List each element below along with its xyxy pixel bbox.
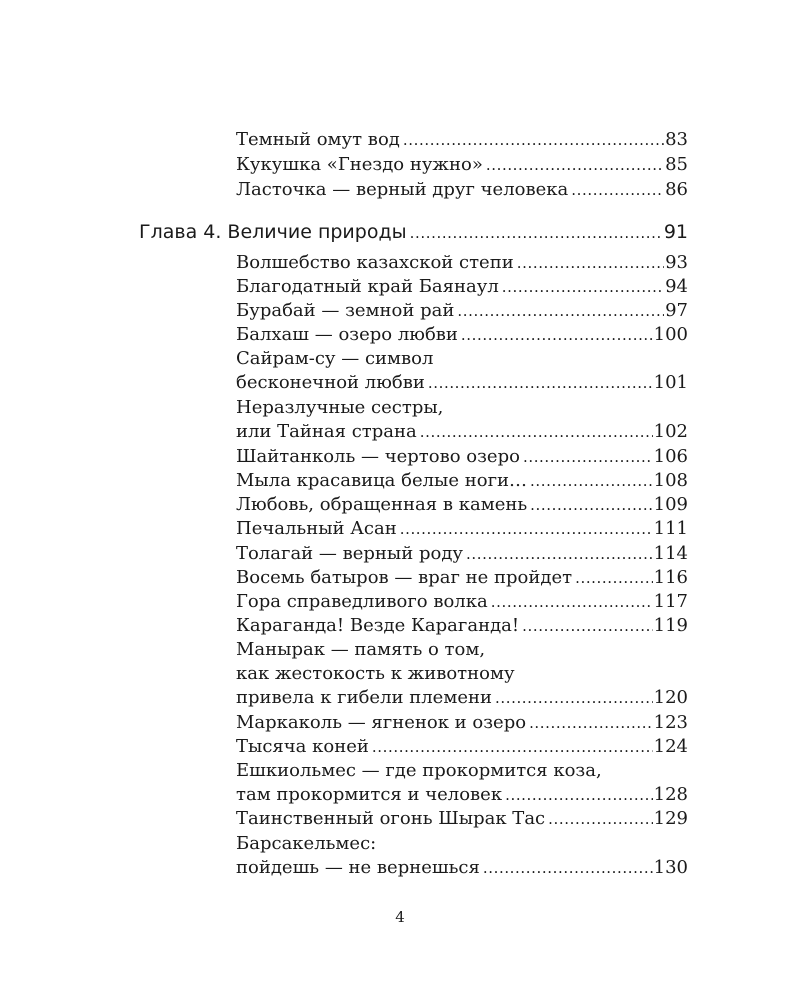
toc-entry-title: Ласточка — верный друг человека: [236, 179, 569, 200]
toc-entry: [236, 614, 688, 638]
toc-entry: [236, 299, 688, 323]
toc-entry-title: Бурабай — земной рай: [236, 300, 455, 321]
leader-dots: [466, 542, 653, 566]
toc-entry-page: 94: [665, 276, 688, 297]
toc-entry-page: 106: [653, 446, 688, 467]
toc-entry-title: Толагай — верный роду: [236, 543, 463, 564]
leader-dots: [571, 178, 664, 202]
leader-dots: [428, 371, 653, 395]
toc-entry-title: привела к гибели племени: [236, 687, 492, 708]
toc-entry-title: Любовь, обращенная в камень: [236, 494, 528, 515]
toc-entry-page: 114: [653, 543, 688, 564]
leader-dots: [410, 220, 663, 245]
leader-dots: [529, 711, 653, 735]
toc-entry: [236, 590, 688, 614]
toc-entry-title: Караганда! Везде Караганда!: [236, 615, 520, 636]
toc-entry-title: Тысяча коней: [236, 736, 369, 757]
toc-entry-page: 124: [653, 736, 688, 757]
leader-dots: [483, 856, 653, 880]
toc-entry-title: Кукушка «Гнездо нужно»: [236, 154, 483, 175]
toc-entry-page: 117: [653, 591, 688, 612]
leader-dots: [461, 323, 653, 347]
toc-entry-page: 108: [653, 470, 688, 491]
toc-entry: [236, 493, 688, 517]
toc-entry-title: Темный омут вод: [236, 129, 400, 150]
chapter-heading: [139, 220, 688, 244]
toc-entry-title: Манырак — память о том,: [236, 639, 486, 660]
leader-dots: [457, 299, 664, 323]
toc-entry-title: там прокормится и человек: [236, 784, 503, 805]
toc-entry-page: 129: [653, 808, 688, 829]
toc-entry: [236, 759, 688, 807]
toc-entry: [236, 517, 688, 541]
leader-dots: [548, 807, 653, 831]
toc-entry: [236, 323, 688, 347]
toc-entry-title: Сайрам-су — символ: [236, 348, 434, 369]
toc-entry-title: Гора справедливого волка: [236, 591, 488, 612]
toc-entry-page: 83: [665, 129, 688, 150]
toc-entry: [236, 542, 688, 566]
toc-entry: [236, 251, 688, 275]
chapter-title: Глава 4. Величие природы: [139, 221, 407, 243]
leader-dots: [491, 590, 653, 614]
leader-dots: [517, 251, 664, 275]
page-number: 4: [395, 908, 405, 926]
toc-entry-page: 93: [665, 252, 688, 273]
toc-entry-title: или Тайная страна: [236, 421, 417, 442]
toc-entry: [236, 347, 688, 395]
toc-entry-title: бесконечной любви: [236, 372, 425, 393]
toc-entry-page: 111: [653, 518, 688, 539]
leader-dots: [372, 735, 653, 759]
toc-entry: [236, 128, 688, 152]
toc-entry-page: 128: [653, 784, 688, 805]
toc-entry-title: Шайтанколь — чертово озеро: [236, 446, 520, 467]
chapter-page: 91: [663, 221, 688, 243]
leader-dots: [502, 275, 664, 299]
toc-entry-title: Ешкиольмес — где прокормится коза,: [236, 760, 602, 781]
toc-entry-page: 119: [653, 615, 688, 636]
leader-dots: [420, 420, 653, 444]
leader-dots: [522, 614, 653, 638]
toc-entry-title: Мыла красавица белые ноги…: [236, 470, 528, 491]
toc-entry-page: 97: [665, 300, 688, 321]
toc-entry: [236, 445, 688, 469]
toc-entry-title: Восемь батыров — враг не пройдет: [236, 567, 573, 588]
toc-entry-page: 109: [653, 494, 688, 515]
toc-entry: [236, 807, 688, 831]
toc-entry: [236, 735, 688, 759]
toc-entry-page: 116: [653, 567, 688, 588]
toc-entry: [236, 566, 688, 590]
toc-entry-page: 130: [653, 857, 688, 878]
toc-entry-page: 120: [653, 687, 688, 708]
toc-entry-title: Таинственный огонь Шырак Тас: [236, 808, 546, 829]
toc-entry-title: Волшебство казахской степи: [236, 252, 514, 273]
toc-entry-title: пойдешь — не вернешься: [236, 857, 480, 878]
toc-entry-title: Благодатный край Баянаул: [236, 276, 499, 297]
toc-entry-title: как жестокость к животному: [236, 663, 515, 684]
toc-entry: [236, 153, 688, 177]
toc-entry-title: Печальный Асан: [236, 518, 397, 539]
leader-dots: [403, 128, 664, 152]
toc-entry-page: 86: [665, 179, 688, 200]
toc-entry-title: Маркаколь — ягненок и озеро: [236, 712, 527, 733]
toc-entry-page: 101: [653, 372, 688, 393]
toc-entry: [236, 178, 688, 202]
leader-dots: [400, 517, 653, 541]
toc-entry-title: Неразлучные сестры,: [236, 397, 444, 418]
toc-entry-page: 123: [653, 712, 688, 733]
leader-dots: [530, 469, 653, 493]
leader-dots: [495, 686, 653, 710]
toc-entry-page: 102: [653, 421, 688, 442]
toc-entry: [236, 832, 688, 880]
toc-entry: [236, 711, 688, 735]
toc-entry-page: 100: [653, 324, 688, 345]
toc-entry: [236, 275, 688, 299]
toc-entry: [236, 469, 688, 493]
toc-entry: [236, 638, 688, 710]
leader-dots: [523, 445, 653, 469]
toc-entry-page: 85: [665, 154, 688, 175]
leader-dots: [486, 153, 664, 177]
leader-dots: [530, 493, 652, 517]
toc-entry: [236, 396, 688, 444]
toc-entry-title: Балхаш — озеро любви: [236, 324, 458, 345]
leader-dots: [575, 566, 653, 590]
leader-dots: [505, 783, 653, 807]
toc-entry-title: Барсакельмес:: [236, 833, 377, 854]
